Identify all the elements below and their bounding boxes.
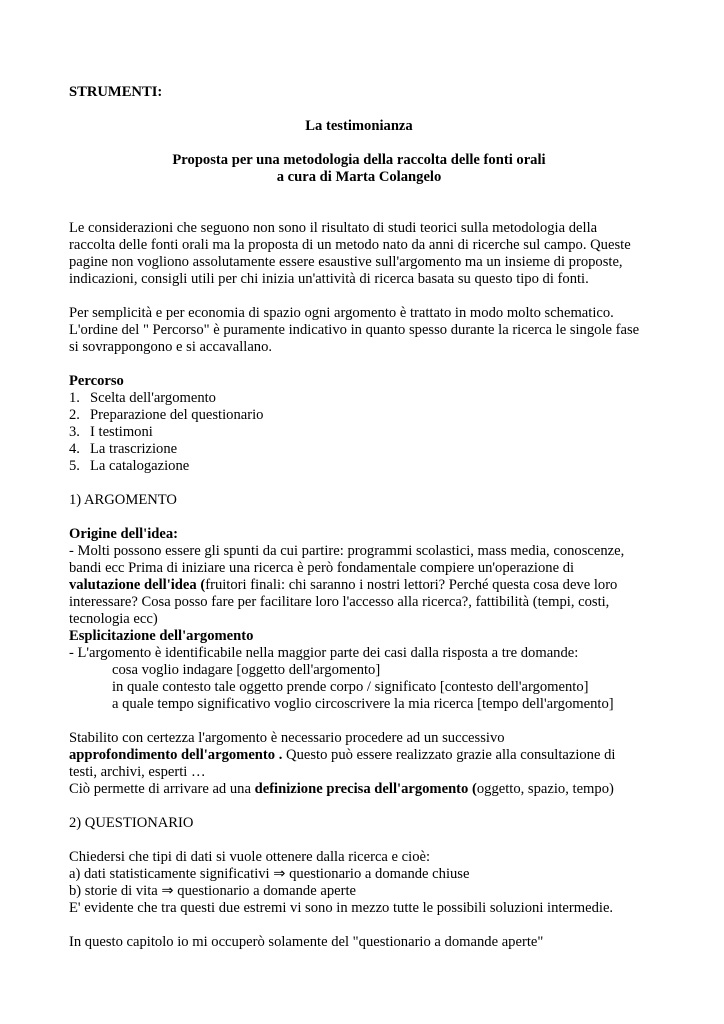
text-line: interessare? Cosa posso fare per facilitare loro l'accesso alla ricerca?, fattibilità (tempi, costi,: [69, 594, 610, 610]
list-text: I testimoni: [90, 424, 153, 440]
approfondimento-paragraph: [69, 730, 649, 798]
question-line: in quale contesto tale oggetto prende corpo / significato [contesto dell'argomento]: [112, 679, 589, 695]
text-line: E' evidente che tra questi due estremi vi sono in mezzo tutte le possibili soluzioni intermedie.: [69, 900, 614, 916]
origine-section: [69, 526, 649, 628]
list-item: [69, 407, 649, 424]
section-2-title: 2) QUESTIONARIO: [69, 815, 194, 831]
text-line: Le considerazioni che seguono non sono il risultato di studi teorici sulla metodologia della: [69, 220, 598, 236]
text-run: oggetto, spazio, tempo): [476, 781, 614, 797]
section-heading: STRUMENTI:: [69, 84, 163, 100]
list-text: La trascrizione: [90, 441, 178, 457]
text-line: Per semplicità e per economia di spazio ogni argomento è trattato in modo molto schematico.: [69, 305, 614, 321]
document-page: [69, 84, 649, 951]
esplicitazione-section: [69, 628, 649, 713]
list-text: Preparazione del questionario: [90, 407, 264, 423]
list-number: 5.: [69, 458, 80, 474]
text-line: L'ordine del " Percorso" è puramente indicativo in quanto spesso durante la ricerca le singole fase: [69, 322, 640, 338]
list-item: [69, 458, 649, 475]
subtitle-line-1: Proposta per una metodologia della raccolta delle fonti orali: [172, 152, 546, 168]
question-line: a quale tempo significativo voglio circoscrivere la mia ricerca [tempo dell'argomento]: [112, 696, 614, 712]
bold-phrase: valutazione dell'idea (: [69, 577, 206, 593]
list-number: 1.: [69, 390, 80, 406]
question-line: cosa voglio indagare [oggetto dell'argomento]: [112, 662, 381, 678]
closing-line: In questo capitolo io mi occuperò solamente del "questionario a domande aperte": [69, 934, 544, 950]
list-number: 4.: [69, 441, 80, 457]
list-item: [69, 441, 649, 458]
text-line: bandi ecc Prima di iniziare una ricerca è però fondamentale compiere un'operazione di: [69, 560, 575, 576]
esplicitazione-title: Esplicitazione dell'argomento: [69, 628, 254, 644]
text-line: Stabilito con certezza l'argomento è necessario procedere ad un successivo: [69, 730, 505, 746]
list-text: La catalogazione: [90, 458, 190, 474]
origine-title: Origine dell'idea:: [69, 526, 179, 542]
list-item: [69, 424, 649, 441]
text-line: - L'argomento è identificabile nella maggior parte dei casi dalla risposta a tre domande:: [69, 645, 579, 661]
text-line: a) dati statisticamente significativi ⇒ questionario a domande chiuse: [69, 866, 470, 882]
text-line: testi, archivi, esperti …: [69, 764, 206, 780]
list-number: 2.: [69, 407, 80, 423]
percorso-section: [69, 373, 649, 475]
percorso-title: Percorso: [69, 373, 124, 389]
text-run: Ciò permette di arrivare ad una: [69, 781, 255, 797]
text-run: Questo può essere realizzato grazie alla consultazione di: [282, 747, 616, 763]
bold-phrase: approfondimento dell'argomento .: [69, 747, 283, 763]
text-line: [69, 781, 649, 798]
subtitle-line-2: a cura di Marta Colangelo: [276, 169, 442, 185]
intro-paragraph: [69, 220, 649, 288]
document-title: La testimonianza: [305, 118, 413, 134]
questionario-paragraph: [69, 849, 649, 917]
text-line: [69, 577, 649, 594]
text-line: pagine non vogliono assolutamente essere esaustive sull'argomento ma un insieme di proposte,: [69, 254, 623, 270]
text-line: raccolta delle fonti orali ma la proposta di un metodo nato da anni di ricerche sul campo. Queste: [69, 237, 631, 253]
text-line: Chiedersi che tipi di dati si vuole ottenere dalla ricerca e cioè:: [69, 849, 431, 865]
text-line: si sovrappongono e si accavallano.: [69, 339, 273, 355]
bold-phrase: definizione precisa dell'argomento (: [254, 781, 477, 797]
text-line: b) storie di vita ⇒ questionario a domande aperte: [69, 883, 356, 899]
text-line: tecnologia ecc): [69, 611, 158, 627]
list-number: 3.: [69, 424, 80, 440]
section-1-title: 1) ARGOMENTO: [69, 492, 177, 508]
text-run: fruitori finali: chi saranno i nostri lettori? Perché questa cosa deve loro: [205, 577, 618, 593]
text-line: - Molti possono essere gli spunti da cui partire: programmi scolastici, mass media, conoscenze,: [69, 543, 625, 559]
list-text: Scelta dell'argomento: [90, 390, 216, 406]
scope-paragraph: [69, 305, 649, 356]
text-line: [69, 747, 649, 764]
text-line: indicazioni, consigli utili per chi inizia un'attività di ricerca basata su questo tipo di fonti.: [69, 271, 589, 287]
list-item: [69, 390, 649, 407]
